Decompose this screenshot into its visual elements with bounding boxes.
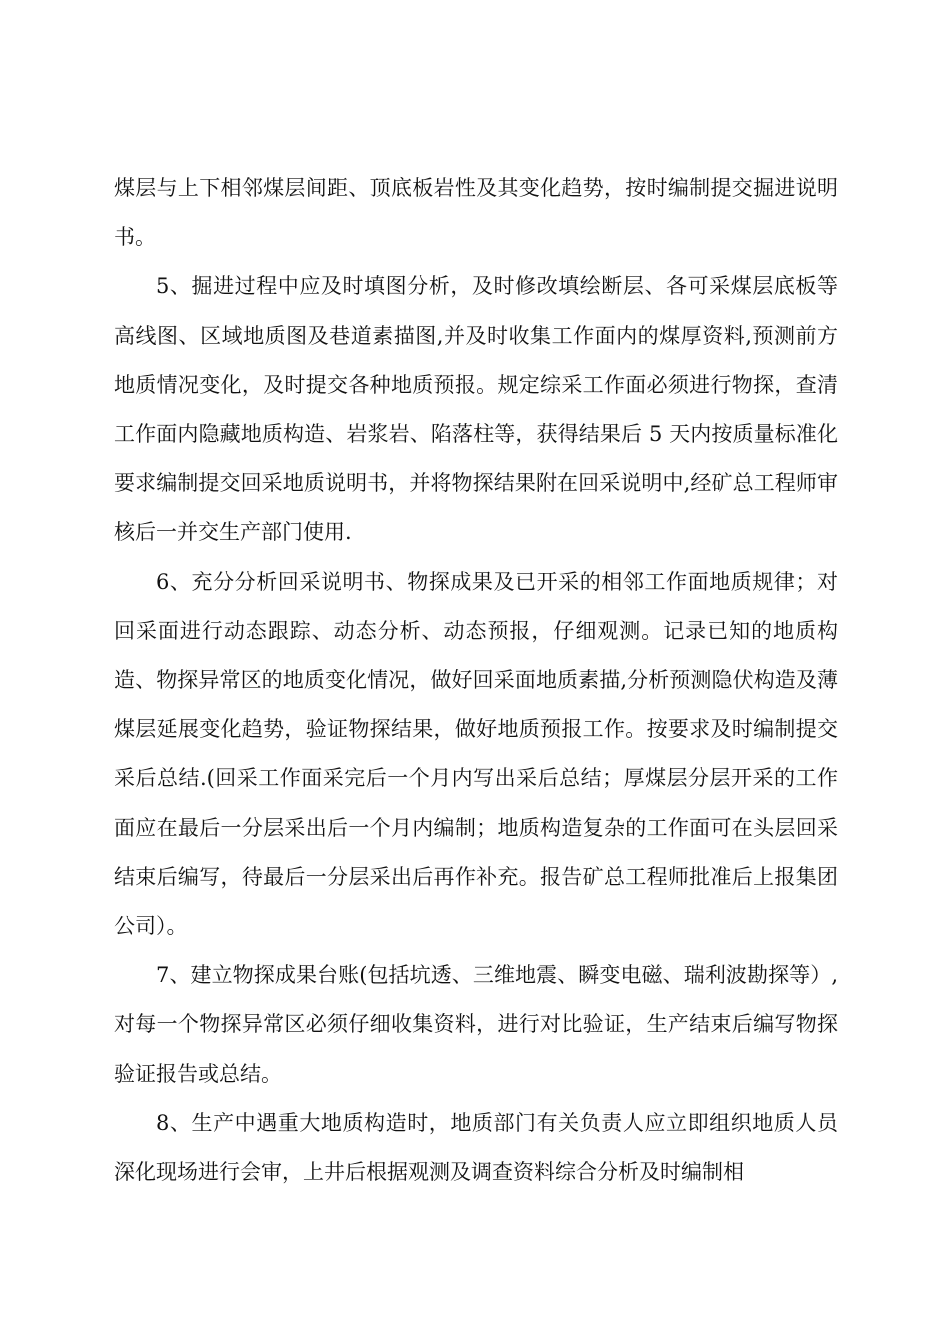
paragraph-continuation: 煤层与上下相邻煤层间距、顶底板岩性及其变化趋势，按时编制提交掘进说明书。	[114, 176, 838, 250]
paragraph-item-6: 6、充分分析回采说明书、物探成果及已开采的相邻工作面地质规律；对回采面进行动态跟踪、动态分析、动态预报，仔细观测。记录已知的地质构造、物探异常区的地质变化情况，做好回采面地质素描,分析预测隐伏构造及薄煤层延展变化趋势，验证物探结果，做好地质预报工作。按要求及时编制提交采后总结.(回采工作面采完后一个月内写出采后总结；厚煤层分层开采的工作面应在最后一分层采出后一个月内编制；地质构造复杂的工作面可在头层回采结束后编写，待最后一分层采出后再作补充。报告矿总工程师批准后上报集团公司）。	[114, 569, 838, 939]
paragraph-item-5: 5、掘进过程中应及时填图分析，及时修改填绘断层、各可采煤层底板等高线图、区域地质图及巷道素描图,并及时收集工作面内的煤厚资料,预测前方地质情况变化，及时提交各种地质预报。规定综采工作面必须进行物探，查清工作面内隐藏地质构造、岩浆岩、陷落柱等，获得结果后 5 天内按质量标准化要求编制提交回采地质说明书，并将物探结果附在回采说明中,经矿总工程师审核后一并交生产部门使用.	[114, 274, 838, 545]
paragraph-item-8: 8、生产中遇重大地质构造时，地质部门有关负责人应立即组织地质人员深化现场进行会审，上井后根据观测及调查资料综合分析及时编制相	[114, 1110, 838, 1185]
document-body	[114, 164, 838, 1197]
paragraph-item-7: 7、建立物探成果台账(包括坑透、三维地震、瞬变电磁、瑞利波勘探等）,对每一个物探异常区必须仔细收集资料，进行对比验证，生产结束后编写物探验证报告或总结。	[114, 963, 838, 1086]
